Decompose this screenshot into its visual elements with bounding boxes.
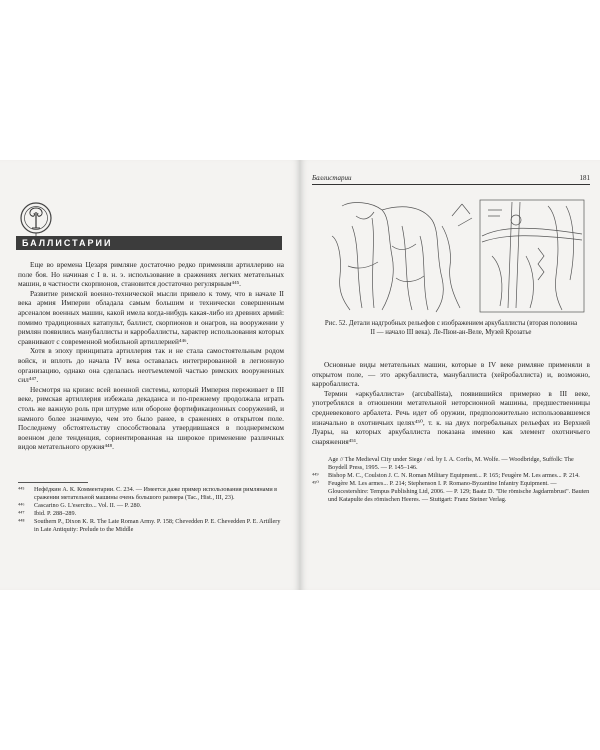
paragraph: Основные виды метательных машин, которые в IV веке римляне применяли в открытом поле, — это аркубаллиста, манубаллиста (хейробаллиста) и, возможно, карробаллиста.: [312, 360, 590, 389]
footnote: [18, 518, 284, 534]
book-spread: [0, 160, 600, 590]
paragraph: Термин «аркубаллиста» (arcuballista), появившийся примерно в III веке, употреблялся в отношении метательной неторсионной машины, предшественницы средневекового арбалета. Речь идет об оружии, предположительно использовавшемся изначально в охотничьих целях⁴⁵⁰, т. к. на двух погребальных рельефах из Верхней Луары, на которых аркубаллиста показана именно как элемент охотничьего снаряжения⁴⁵¹.: [312, 388, 590, 446]
footnote-rule: [18, 482, 88, 483]
running-header: [312, 174, 590, 185]
left-body-text: [18, 260, 284, 452]
footnote: [18, 502, 284, 510]
paragraph: Еще во времена Цезаря римляне достаточно редко применяли артиллерию на поле боя. Но начиная с I в. н. э. использование в сражениях легких метательных машин, в частности скорпионов, становится достаточно регулярным⁴⁴⁵.: [18, 260, 284, 289]
footnote-number: ⁴⁴⁸: [18, 518, 25, 525]
relief-illustration: [312, 196, 590, 314]
footnote-text: Southern P., Dixon K. R. The Late Roman Army. P. 158; Chevedden P. E. Chevedden P. E. Artillery in Late Antiquity: Prelude to the Middle: [34, 518, 281, 533]
paragraph: Хотя в эпоху принципата артиллерия так и не стала самостоятельным родом войск, и вплоть до начала IV века оставалась интегрированной в легионную организацию, однако она сделалась неотъемлемой частью римских вооруженных сил⁴⁴⁷.: [18, 346, 284, 385]
footnote-text: Age // The Medieval City under Siege / ed. by I. A. Corfis, M. Wolfe. — Woodbridge, Suffolk: The Boydell Press, 1995. — P. 145–146.: [328, 456, 574, 471]
footnote-text: Cascarino G. L'esercito... Vol. II. — P. 280.: [34, 502, 142, 509]
paragraph: Развитие римской военно-технической мысли привело к тому, что в начале II века армия Империи обладала самым большим и технически совершенным арсеналом военных машин, какой имела когда-нибудь какая-либо из древних армий: помимо традиционных катапульт, баллист, скорпионов и онагров, на вооружении у римлян появились манубаллисты и карробаллисты, характер использования которых сравнивают с современной мобильной артиллерией⁴⁴⁶.: [18, 288, 284, 346]
right-page: [300, 160, 600, 590]
footnote-text: Ibid. P. 288–289.: [34, 510, 77, 517]
right-footnotes: [312, 456, 590, 504]
footnote: [18, 510, 284, 518]
chapter-title: БАЛЛИСТАРИИ: [16, 236, 282, 250]
footnote: [18, 486, 284, 502]
left-footnotes: [18, 482, 284, 534]
footnote-text: Feugère M. Les armes... P. 214; Stephenson I. P. Romano-Byzantine Infantry Equipment. — Gloucestershire: Tempus Publishing Ltd, 2006. — P. 129; Baatz D. "Die römische Jagdarmbrust". Bauten und Katapulte des römischen Heeres. — Stuttgart: Franz Steiner Verlag.: [328, 480, 590, 503]
footnote-text: Bishop M. C., Coulston J. C. N. Roman Military Equipment... P. 165; Feugère M. Les armes... P. 214.: [328, 472, 580, 479]
running-title: Баллистарии: [312, 174, 352, 182]
right-body-text: [312, 360, 590, 446]
footnote: [312, 480, 590, 504]
footnote-number: ⁴⁴⁵: [18, 486, 25, 493]
left-page: [0, 160, 300, 590]
paragraph: Несмотря на кризис всей военной системы, который Империя переживает в III веке, римская артиллерия избежала декаданса и по-прежнему продолжала играть столь же важную роль при штурме или обороне фортификационных сооружений, и намного более значимую, чем это было ранее, в сражениях в открытом поле. Последнему обстоятельству способствовала утвердившаяся в позднеримском военном деле тенденция, сориентированная на широкое применение различных видов метательного оружия⁴⁴⁸.: [18, 384, 284, 452]
page-number: 181: [579, 174, 590, 182]
footnote-number: ⁴⁴⁶: [18, 502, 25, 509]
footnote: [312, 456, 590, 472]
footnote-number: ⁴⁴⁹: [312, 472, 319, 479]
footnote-text: Нефёдкин А. К. Комментарии. С. 234. — Имеется даже пример использования римлянами в сражении метательной машины очень большого размера (Tac., Hist., III, 23).: [34, 486, 278, 501]
footnote-number: ⁴⁵⁰: [312, 480, 319, 487]
footnote-number: ⁴⁴⁷: [18, 510, 25, 517]
footnote: [312, 472, 590, 480]
figure-caption: Рис. 52. Детали надгробных рельефов с изображением аркубаллисты (вторая половина II — начало III века). Ле-Пюи-ан-Веле, Музей Крозатье: [324, 320, 578, 336]
